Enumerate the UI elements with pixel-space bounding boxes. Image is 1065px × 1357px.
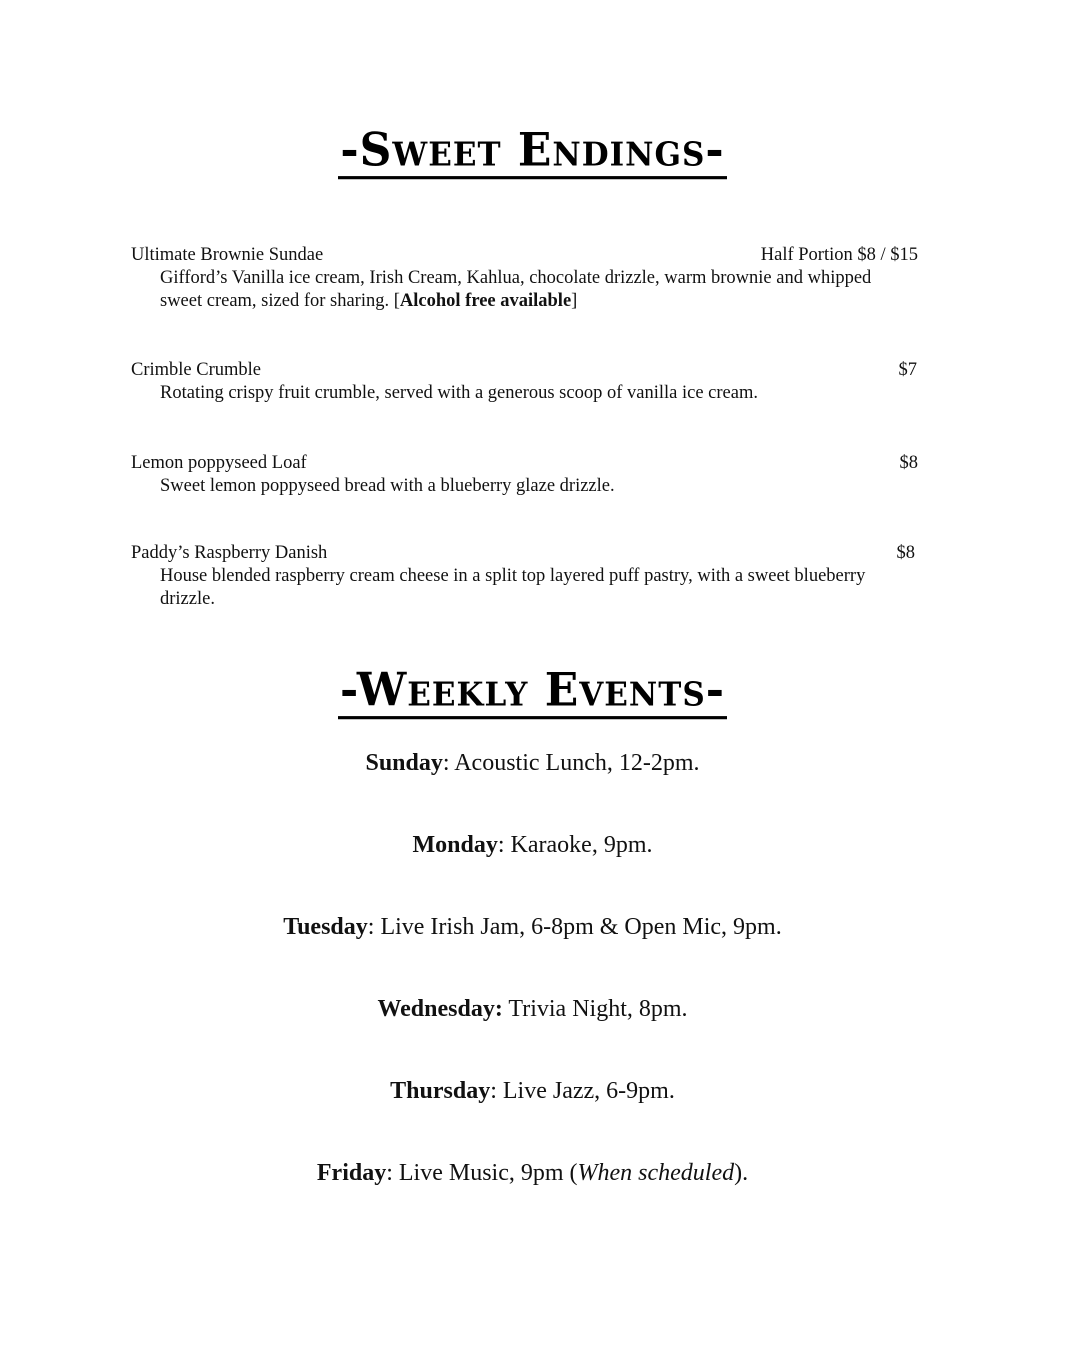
menu-item (131, 244, 918, 313)
event-day: Tuesday (283, 914, 368, 940)
menu-item-name: Ultimate Brownie Sundae (131, 245, 324, 265)
sweet-endings-title: -Sweet Endings- (338, 127, 726, 180)
menu-item-description: Rotating crispy fruit crumble, served with a generous scoop of vanilla ice cream. (160, 383, 758, 403)
menu-item-price: $7 (898, 360, 917, 380)
event-details: Live Music, 9pm ( (398, 1160, 578, 1186)
event-details: Acoustic Lunch, 12-2pm. (454, 750, 700, 776)
menu-item-description: Gifford’s Vanilla ice cream, Irish Cream, Kahlua, chocolate drizzle, warm brownie and whipped sweet cream, sized for sharing. [Alcohol free available] (160, 268, 872, 311)
menu-item-name: Paddy’s Raspberry Danish (131, 543, 328, 563)
event-note: When scheduled (577, 1160, 735, 1186)
alcohol-free-note: Alcohol free available (399, 291, 572, 311)
menu-item-price: $8 (896, 543, 915, 563)
weekly-events-title: -Weekly Events- (338, 667, 727, 720)
event-day: Thursday (390, 1078, 491, 1104)
menu-item-description: Sweet lemon poppyseed bread with a blueberry glaze drizzle. (160, 476, 615, 496)
event-line-wednesday (0, 995, 1065, 1023)
event-line-monday: Monday: Karaoke, 9pm. (412, 832, 653, 858)
sweet-endings-heading (0, 123, 1065, 178)
menu-item (131, 359, 918, 405)
menu-item (131, 542, 918, 611)
event-details: Live Irish Jam, 6-8pm & Open Mic, 9pm. (380, 914, 782, 940)
event-details: Live Jazz, 6-9pm. (502, 1078, 675, 1104)
menu-item (131, 452, 918, 498)
event-details: Karaoke, 9pm. (510, 832, 653, 858)
event-day: Wednesday: (377, 996, 503, 1022)
menu-item-price: $8 (899, 453, 918, 473)
menu-item-name: Lemon poppyseed Loaf (131, 453, 307, 473)
event-day: Friday (316, 1160, 387, 1186)
menu-item-description: House blended raspberry cream cheese in a split top layered puff pastry, with a sweet blueberry drizzle. (160, 566, 866, 609)
menu-item-name: Crimble Crumble (131, 360, 261, 380)
event-details: Trivia Night, 8pm. (508, 996, 688, 1022)
event-line-thursday: Thursday: Live Jazz, 6-9pm. (390, 1078, 675, 1104)
menu-item-price: Half Portion $8 / $15 (760, 245, 918, 265)
event-line-tuesday: Tuesday: Live Irish Jam, 6-8pm & Open Mic, 9pm. (283, 914, 782, 940)
weekly-events-heading (0, 663, 1065, 718)
event-line-sunday: Sunday: Acoustic Lunch, 12-2pm. (365, 750, 700, 776)
event-line-friday: Friday: Live Music, 9pm (When scheduled). (316, 1160, 749, 1186)
event-day: Monday (412, 832, 498, 858)
event-day: Sunday (365, 750, 443, 776)
